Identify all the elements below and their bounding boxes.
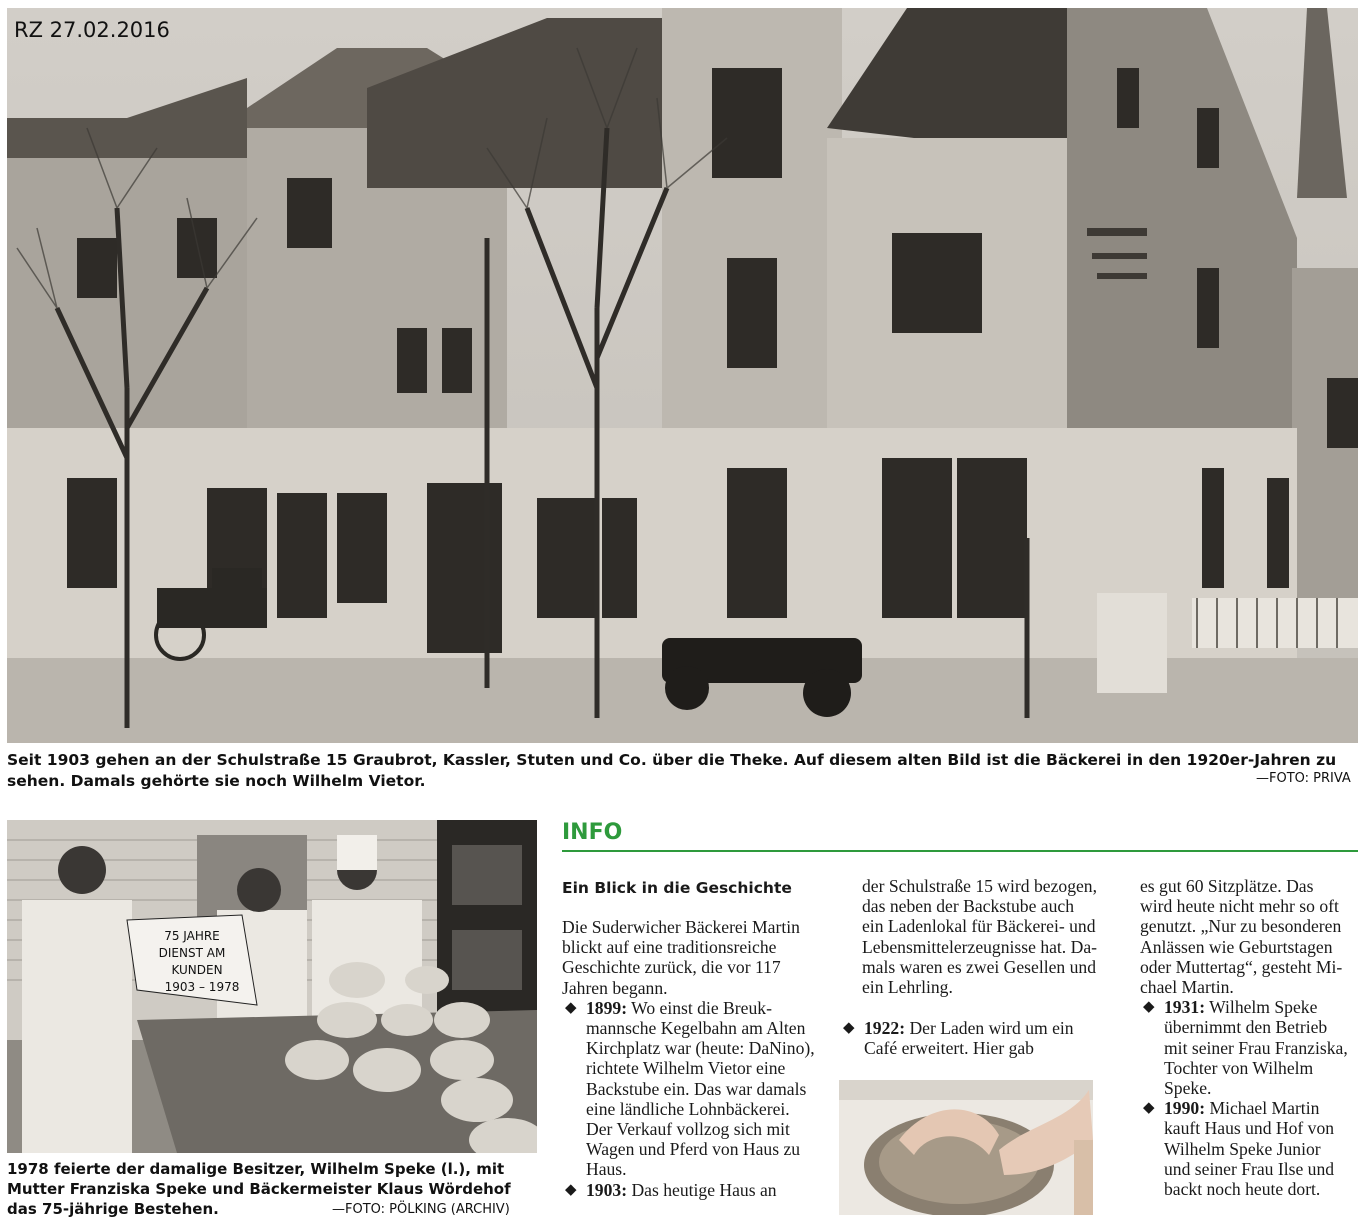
svg-text:DIENST AM: DIENST AM	[158, 946, 226, 960]
timeline-item-1990	[1140, 1098, 1350, 1199]
bakers-illustration	[7, 820, 537, 1153]
info-rule	[562, 850, 1358, 852]
bottom-photo-caption: 1978 feierte der damalige Besitzer, Wilhelm Speke (l.), mit Mutter Franziska Speke und Bäckermeister Klaus Wördehof das 75-jährige Bestehen.	[7, 1160, 511, 1218]
top-photo-caption: Seit 1903 gehen an der Schulstraße 15 Graubrot, Kassler, Stuten und Co. über die Theke. Auf diesem alten Bild ist die Bäckerei in den 1920er-Jahren zu sehen. Damals gehörte sie noch Wilhelm Vietor.	[7, 751, 1337, 790]
historic-bakery-photo	[7, 8, 1358, 743]
diamond-bullet-icon: ◆	[1143, 999, 1155, 1016]
timeline-year: 1922:	[864, 1018, 906, 1038]
svg-text:1903 – 1978: 1903 – 1978	[164, 980, 240, 994]
timeline-year: 1990:	[1164, 1098, 1206, 1119]
timeline-1922-continued: es gut 60 Sitzplätze. Das wird heute nicht mehr so oft genutzt. „Nur zu besonderen Anlässen wie Geburtstagen oder Muttertag“, gesteht Michael Martin.	[1140, 876, 1343, 998]
diamond-bullet-icon: ◆	[843, 1020, 855, 1036]
timeline-year: 1903:	[586, 1179, 628, 1200]
info-intro: Die Suderwicher Bäckerei Martin blickt auf eine traditionsreiche Geschichte zurück, die vor 117 Jahren begann.	[562, 917, 800, 998]
timeline-text: Der Laden wird um ein Café erweitert. Hier gab	[864, 1018, 1074, 1059]
timeline-1903-continued: der Schulstraße 15 wird bezogen, das neben der Backstube auch ein Ladenlokal für Bäckerei- und Lebensmittelerzeugnisse hat. Damals waren es zwei Gesellen und ein Lehrling.	[862, 876, 1097, 998]
dough-illustration	[839, 1080, 1093, 1215]
timeline-item-1931	[1140, 997, 1350, 1098]
timeline-text: Wo einst die Breukmannsche Kegelbahn am Alten Kirchplatz war (heute: DaNino), richtete Wilhelm Vietor eine Backstube ein. Das war damals eine ländliche Lohnbäckerei. Der Verkauf vollzog sich mit Wagen und Pferd von Haus zu Haus.	[586, 997, 815, 1180]
info-subheading: Ein Blick in die Geschichte	[562, 879, 792, 897]
info-column-3	[1140, 876, 1350, 1199]
timeline-item-1903	[562, 1180, 817, 1200]
diamond-bullet-icon: ◆	[1143, 1100, 1155, 1117]
bottom-photo-credit: —FOTO: PÖLKING (ARCHIV)	[332, 1202, 510, 1217]
timeline-item-1922	[840, 1018, 1097, 1058]
source-date: RZ 27.02.2016	[14, 18, 170, 42]
timeline-text: Michael Martin kauft Haus und Hof von Wilhelm Speke Junior und seiner Frau Ilse und backt noch heute dort.	[1164, 1098, 1335, 1200]
diamond-bullet-icon: ◆	[565, 999, 577, 1016]
svg-text:75 JAHRE: 75 JAHRE	[164, 929, 220, 943]
diamond-bullet-icon: ◆	[565, 1181, 577, 1198]
timeline-year: 1931:	[1164, 997, 1206, 1018]
info-heading: INFO	[562, 820, 623, 845]
info-column-2-lower	[840, 1018, 1097, 1058]
timeline-item-1899	[562, 998, 817, 1180]
info-column-2	[862, 876, 1097, 997]
svg-text:KUNDEN: KUNDEN	[171, 963, 223, 977]
timeline-text: Das heutige Haus an	[631, 1179, 777, 1200]
info-column-1	[562, 917, 817, 1200]
timeline-text: Wilhelm Speke übernimmt den Betrieb mit seiner Frau Franziska, Tochter von Wilhelm Speke.	[1164, 997, 1348, 1099]
top-photo-credit: —FOTO: PRIVA	[1256, 771, 1351, 786]
timeline-year: 1899:	[586, 997, 628, 1018]
bakery-1978-photo	[7, 820, 537, 1153]
dough-bowl-photo	[839, 1080, 1093, 1215]
bakery-building-illustration	[7, 8, 1358, 743]
